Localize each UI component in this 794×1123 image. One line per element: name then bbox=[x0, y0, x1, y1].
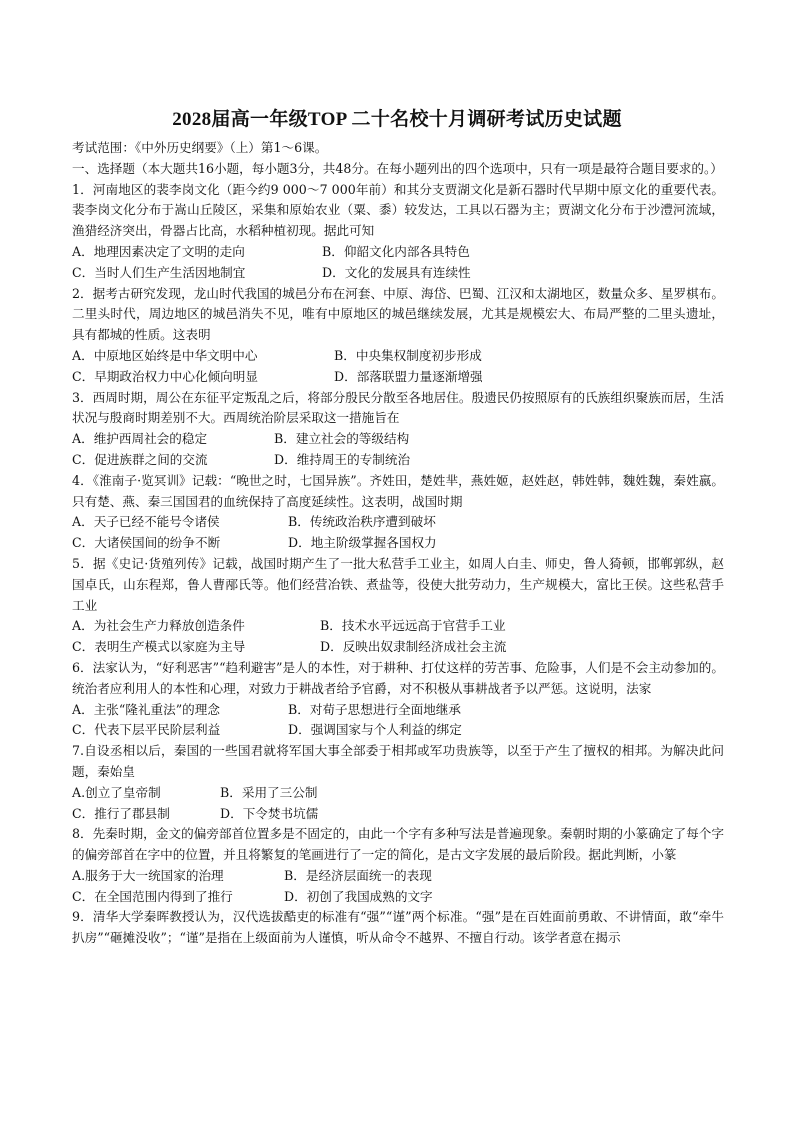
question-stem: 9．清华大学秦晖教授认为，汉代选拔酷吏的标准有“强”“谨”两个标准。“强”是在百姓面前勇敢、不讲情面，敢“牵牛扒房”“砸摊没收”；“谨”是指在上级面前为人谨慎，听从命令不越界、不擅自行动。该学者意在揭示 bbox=[72, 909, 724, 946]
option-a: A.创立了皇帝制 bbox=[72, 784, 161, 800]
section-heading: 一、选择题（本大题共16小题，每小题3分，共48分。在每小题列出的四个选项中，只有一项是最符合题目要求的。） bbox=[72, 160, 723, 176]
option-b: B．采用了三公制 bbox=[220, 784, 318, 800]
exam-title: 2028届高一年级TOP 二十名校十月调研考试历史试题 bbox=[172, 109, 622, 130]
option-row bbox=[72, 429, 724, 450]
question-7 bbox=[72, 741, 724, 824]
option-a: A．天子已经不能号令诸侯 bbox=[72, 514, 220, 530]
option-row bbox=[72, 887, 724, 908]
question-stem: 4．《淮南子·览冥训》记载：“晚世之时，七国异族”。齐姓田，楚姓芈，燕姓姬，赵姓赵，韩姓韩，魏姓魏，秦姓嬴。只有楚、燕、秦三国国君的血统保持了高度延续性。这表明，战国时期 bbox=[72, 472, 724, 509]
question-9 bbox=[72, 907, 724, 949]
option-row bbox=[72, 242, 724, 263]
option-a: A．地理因素决定了文明的走向 bbox=[72, 243, 245, 259]
question-stem: 2．据考古研究发现，龙山时代我国的城邑分布在河套、中原、海岱、巴蜀、江汉和太湖地区，数量众多、星罗棋布。二里头时代，周边地区的城邑消失不见，唯有中原地区的城邑继续发展，尤其是规模宏大、布局严整的二里头遗址，具有都城的性质。这表明 bbox=[72, 285, 724, 343]
question-stem: 1．河南地区的裴李岗文化（距今约9 000～7 000年前）和其分支贾湖文化是新石器时代早期中原文化的重要代表。裴李岗文化分布于嵩山丘陵区，采集和原始农业（粟、黍）较发达，工具以石器为主；贾湖文化分布于沙澧河流域，渔猎经济突出，骨器占比高，水稻种植初现。据此可知 bbox=[72, 181, 724, 239]
question-stem: 3．西周时期，周公在东征平定叛乱之后，将部分殷民分散至各地居住。殷遗民仍按照原有的氏族组织聚族而居，生活状况与殷商时期差别不大。西周统治阶层采取这一措施旨在 bbox=[72, 389, 724, 426]
question-6 bbox=[72, 658, 724, 741]
option-a: A．维护西周社会的稳定 bbox=[72, 431, 208, 447]
option-b: B．是经济层面统一的表现 bbox=[284, 867, 432, 883]
option-c: C．促进族群之间的交流 bbox=[72, 451, 208, 467]
option-row bbox=[72, 637, 724, 658]
option-d: D．强调国家与个人利益的绑定 bbox=[288, 722, 462, 738]
option-row bbox=[72, 866, 724, 887]
option-d: D．地主阶级掌握各国权力 bbox=[288, 535, 437, 551]
option-row bbox=[72, 367, 724, 388]
option-d: D．部落联盟力量逐渐增强 bbox=[334, 368, 483, 384]
option-c: C．当时人们生产生活因地制宜 bbox=[72, 264, 246, 280]
option-b: B．仰韶文化内部各具特色 bbox=[322, 243, 470, 259]
exam-content bbox=[72, 138, 724, 949]
option-a: A．为社会生产力释放创造条件 bbox=[72, 618, 245, 634]
question-4 bbox=[72, 471, 724, 554]
option-a: A．主张“隆礼重法”的理念 bbox=[72, 701, 220, 717]
exam-scope: 考试范围：《中外历史纲要》（上）第1～6课。 bbox=[72, 140, 328, 155]
question-2 bbox=[72, 284, 724, 388]
option-row bbox=[72, 616, 724, 637]
option-c: C．代表下层平民阶层利益 bbox=[72, 722, 221, 738]
option-a: A.服务于大一统国家的治理 bbox=[72, 867, 224, 883]
question-1 bbox=[72, 180, 724, 284]
option-row bbox=[72, 512, 724, 533]
option-b: B．传统政治秩序遭到破坏 bbox=[288, 514, 436, 530]
option-a: A．中原地区始终是中华文明中心 bbox=[72, 347, 258, 363]
option-c: C．早期政治权力中心化倾向明显 bbox=[72, 368, 258, 384]
option-row bbox=[72, 346, 724, 367]
option-b: B．对荀子思想进行全面地继承 bbox=[288, 701, 461, 717]
option-b: B．建立社会的等级结构 bbox=[274, 431, 410, 447]
question-5 bbox=[72, 554, 724, 658]
question-stem: 6．法家认为，“好利恶害”“趋利避害”是人的本性，对于耕种、打仗这样的劳苦事、危险事，人们是不会主动参加的。统治者应利用人的本性和心理，对致力于耕战者给予官爵，对不积极从事耕战者予以严惩。这说明，法家 bbox=[72, 659, 724, 696]
option-row bbox=[72, 804, 724, 825]
question-stem: 5．据《史记·货殖列传》记载，战国时期产生了一批大私营手工业主，如周人白圭、师史，鲁人猗顿，邯郸郭纵，赵国卓氏，山东程郑，鲁人曹邴氏等。他们经营冶铁、煮盐等，役使大批劳动力，生产规模大，富比王侯。这些私营手工业 bbox=[72, 555, 724, 613]
option-row bbox=[72, 700, 724, 721]
option-row bbox=[72, 263, 724, 284]
question-3 bbox=[72, 388, 724, 471]
option-d: D．初创了我国成熟的文字 bbox=[284, 888, 433, 904]
option-row bbox=[72, 783, 724, 804]
option-c: C．在全国范围内得到了推行 bbox=[72, 888, 233, 904]
option-c: C．推行了郡县制 bbox=[72, 805, 170, 821]
question-8 bbox=[72, 824, 724, 907]
option-row bbox=[72, 450, 724, 471]
option-d: D．文化的发展具有连续性 bbox=[322, 264, 471, 280]
question-stem: 8．先秦时期，金文的偏旁部首位置多是不固定的，由此一个字有多种写法是普遍现象。秦朝时期的小篆确定了每个字的偏旁部首在字中的位置，并且将繁复的笔画进行了一定的简化，是古文字发展的最后阶段。据此判断，小篆 bbox=[72, 826, 724, 863]
option-b: B．技术水平远远高于官营手工业 bbox=[320, 618, 506, 634]
option-c: C．大诸侯国间的纷争不断 bbox=[72, 535, 221, 551]
option-d: D．下令焚书坑儒 bbox=[220, 805, 319, 821]
option-row bbox=[72, 720, 724, 741]
option-row bbox=[72, 533, 724, 554]
option-c: C．表明生产模式以家庭为主导 bbox=[72, 639, 246, 655]
question-stem: 7.自设丞相以后，秦国的一些国君就将军国大事全部委于相邦或军功贵族等，以至于产生了擅权的相邦。为解决此问题，秦始皇 bbox=[72, 743, 724, 779]
option-b: B．中央集权制度初步形成 bbox=[334, 347, 482, 363]
option-d: D．维持周王的专制统治 bbox=[274, 451, 411, 467]
option-d: D．反映出奴隶制经济成社会主流 bbox=[320, 639, 507, 655]
